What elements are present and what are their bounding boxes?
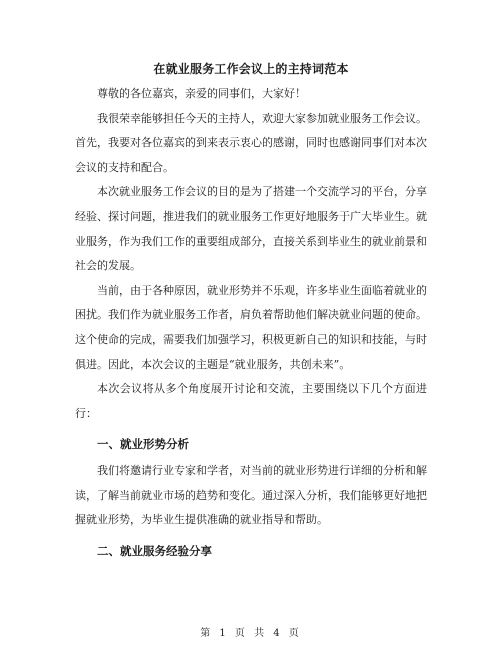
agenda-paragraph: 本次会议将从多个角度展开讨论和交流，主要围绕以下几个方面进行： (75, 382, 427, 420)
purpose-paragraph: 本次就业服务工作会议的目的是为了搭建一个交流学习的平台，分享经验、探讨问题，推进我们的就业服务工作更好地服务于广大毕业生。就业服务，作为我们工作的重要组成部分，直接关系到毕业生的就业前景和社会的发展。 (75, 185, 427, 273)
section-heading-2: 二、就业服务经验分享 (97, 543, 212, 558)
section-1-paragraph: 我们将邀请行业专家和学者，对当前的就业形势进行详细的分析和解读，了解当前就业市场的趋势和变化。通过深入分析，我们能够更好地把握就业形势，为毕业生提供准确的就业指导和帮助。 (75, 463, 427, 527)
greeting-paragraph: 尊敬的各位嘉宾，亲爱的同事们，大家好！ (97, 87, 306, 100)
section-heading-1: 一、就业形势分析 (97, 437, 189, 452)
situation-paragraph: 当前，由于各种原因，就业形势并不乐观，许多毕业生面临着就业的困扰。我们作为就业服务工作者，肩负着帮助他们解决就业问题的使命。这个使命的完成，需要我们加强学习，积极更新自己的知识和技能，与时俱进。因此，本次会议的主题是“就业服务，共创未来”。 (75, 283, 427, 371)
intro-paragraph: 我很荣幸能够担任今天的主持人，欢迎大家参加就业服务工作会议。首先，我要对各位嘉宾的到来表示衷心的感谢，同时也感谢同事们对本次会议的支持和配合。 (75, 111, 427, 174)
page-number-footer: 第 1 页 共 4 页 (200, 628, 302, 639)
document-body (75, 82, 427, 565)
document-title: 在就业服务工作会议上的主持词范本 (153, 62, 349, 76)
